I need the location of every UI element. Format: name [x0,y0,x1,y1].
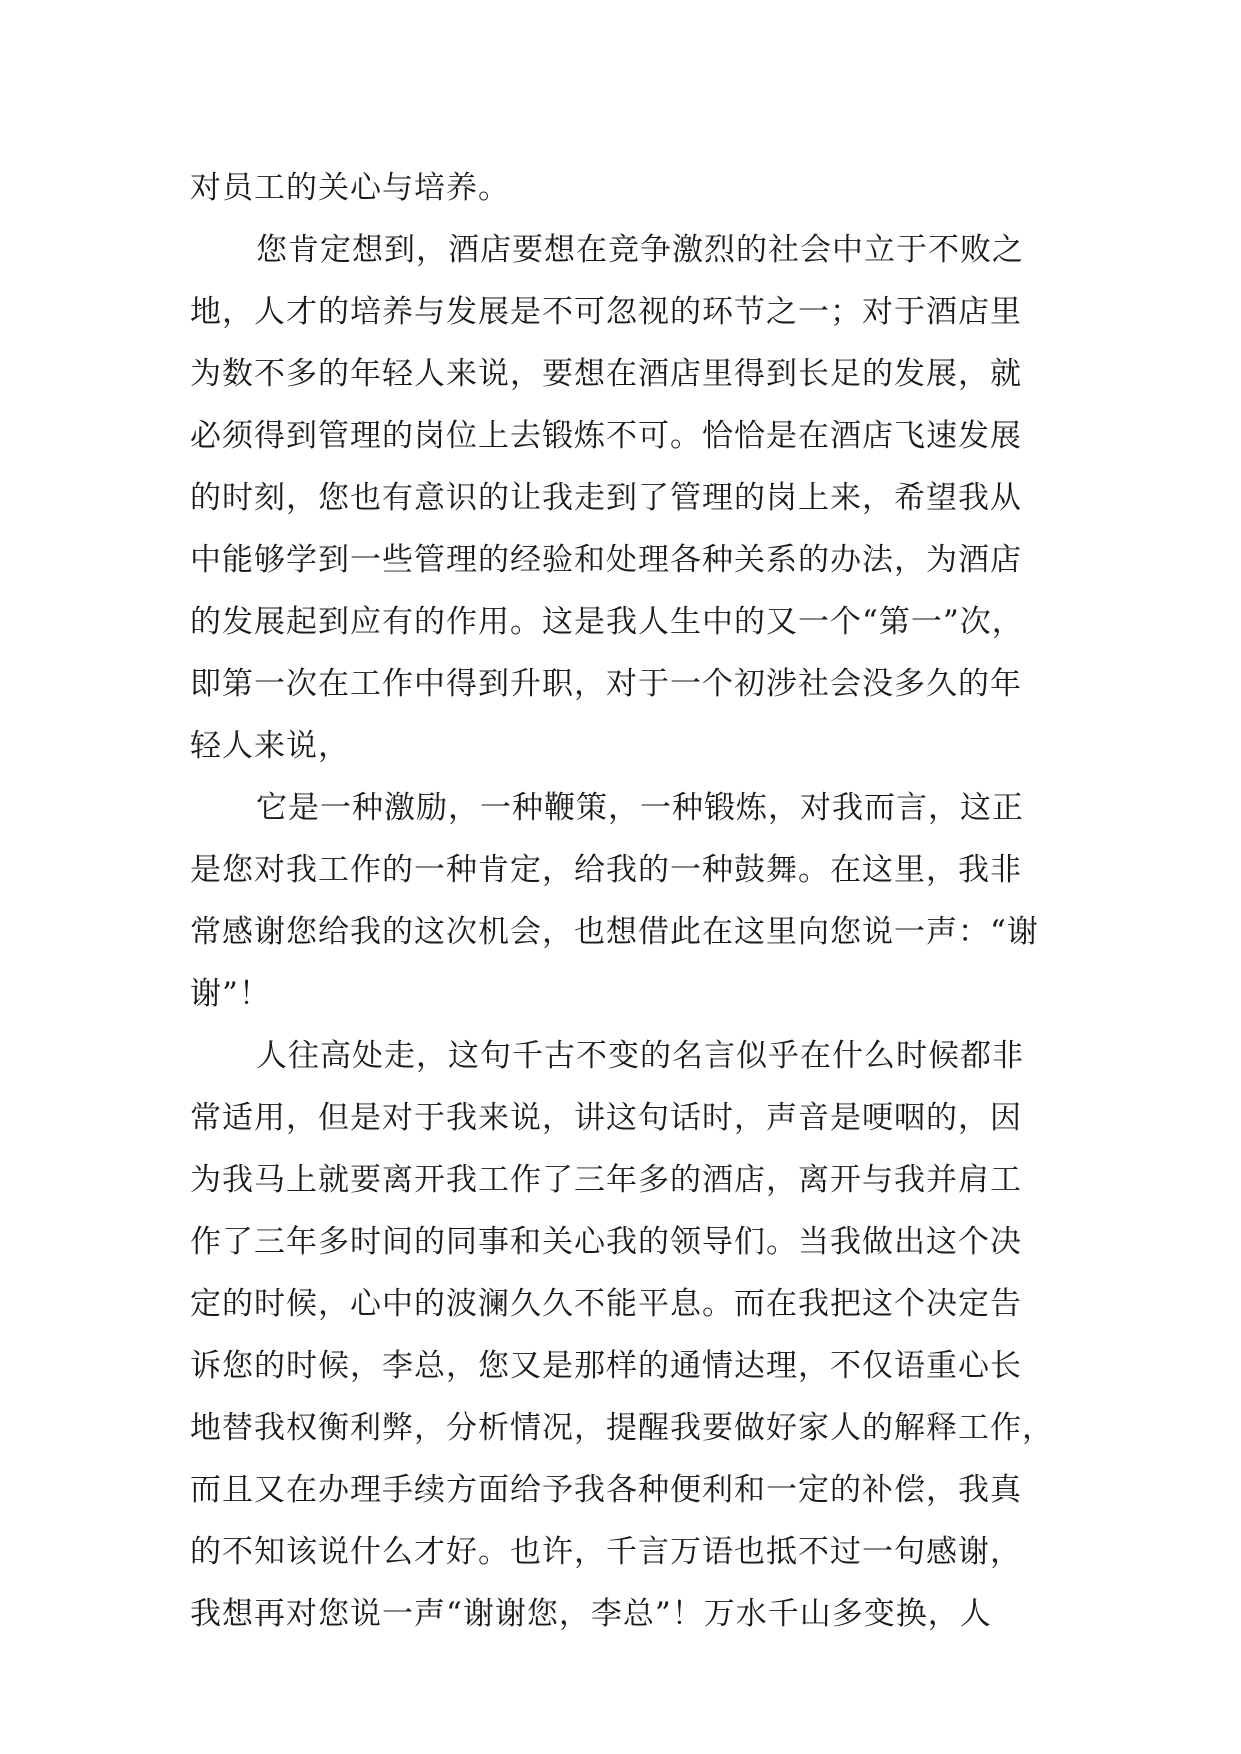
text-line: 对员工的关心与培养。 [190,170,510,206]
text-line: 必须得到管理的岗位上去锻炼不可。恰恰是在酒店飞速发展 [190,418,1022,454]
text-line: 地，人才的培养与发展是不可忽视的环节之一；对于酒店里 [190,294,1022,330]
text-line: 的不知该说什么才好。也许，千言万语也抵不过一句感谢， [190,1534,1022,1570]
text-line: 即第一次在工作中得到升职，对于一个初涉社会没多久的年 [190,666,1022,702]
text-line: 地替我权衡利弊，分析情况，提醒我要做好家人的解释工作， [190,1410,1054,1446]
text-line: 是您对我工作的一种肯定，给我的一种鼓舞。在这里，我非 [190,852,1022,888]
text-line: 的发展起到应有的作用。这是我人生中的又一个“第一”次， [190,604,1024,640]
text-line: 我想再对您说一声“谢谢您，李总”！万水千山多变换，人 [190,1596,992,1632]
text-line: 您肯定想到，酒店要想在竞争激烈的社会中立于不败之 [256,232,1024,268]
text-line: 为我马上就要离开我工作了三年多的酒店，离开与我并肩工 [190,1162,1022,1198]
text-line: 作了三年多时间的同事和关心我的领导们。当我做出这个决 [190,1224,1022,1260]
text-line: 它是一种激励，一种鞭策，一种锻炼，对我而言，这正 [256,790,1024,826]
text-line: 中能够学到一些管理的经验和处理各种关系的办法，为酒店 [190,542,1022,578]
text-line: 的时刻，您也有意识的让我走到了管理的岗上来，希望我从 [190,480,1022,516]
text-line: 为数不多的年轻人来说，要想在酒店里得到长足的发展，就 [190,356,1022,392]
text-line: 定的时候，心中的波澜久久不能平息。而在我把这个决定告 [190,1286,1022,1322]
text-line: 常感谢您给我的这次机会，也想借此在这里向您说一声：“谢 [190,914,1039,950]
text-line: 谢”！ [190,976,271,1012]
body-text [190,157,1056,1645]
text-line: 而且又在办理手续方面给予我各种便利和一定的补偿，我真 [190,1472,1022,1508]
text-line: 人往高处走，这句千古不变的名言似乎在什么时候都非 [256,1038,1024,1074]
text-line: 常适用，但是对于我来说，讲这句话时，声音是哽咽的，因 [190,1100,1022,1136]
text-line: 诉您的时候，李总，您又是那样的通情达理，不仅语重心长 [190,1348,1022,1384]
text-line: 轻人来说， [190,728,350,764]
